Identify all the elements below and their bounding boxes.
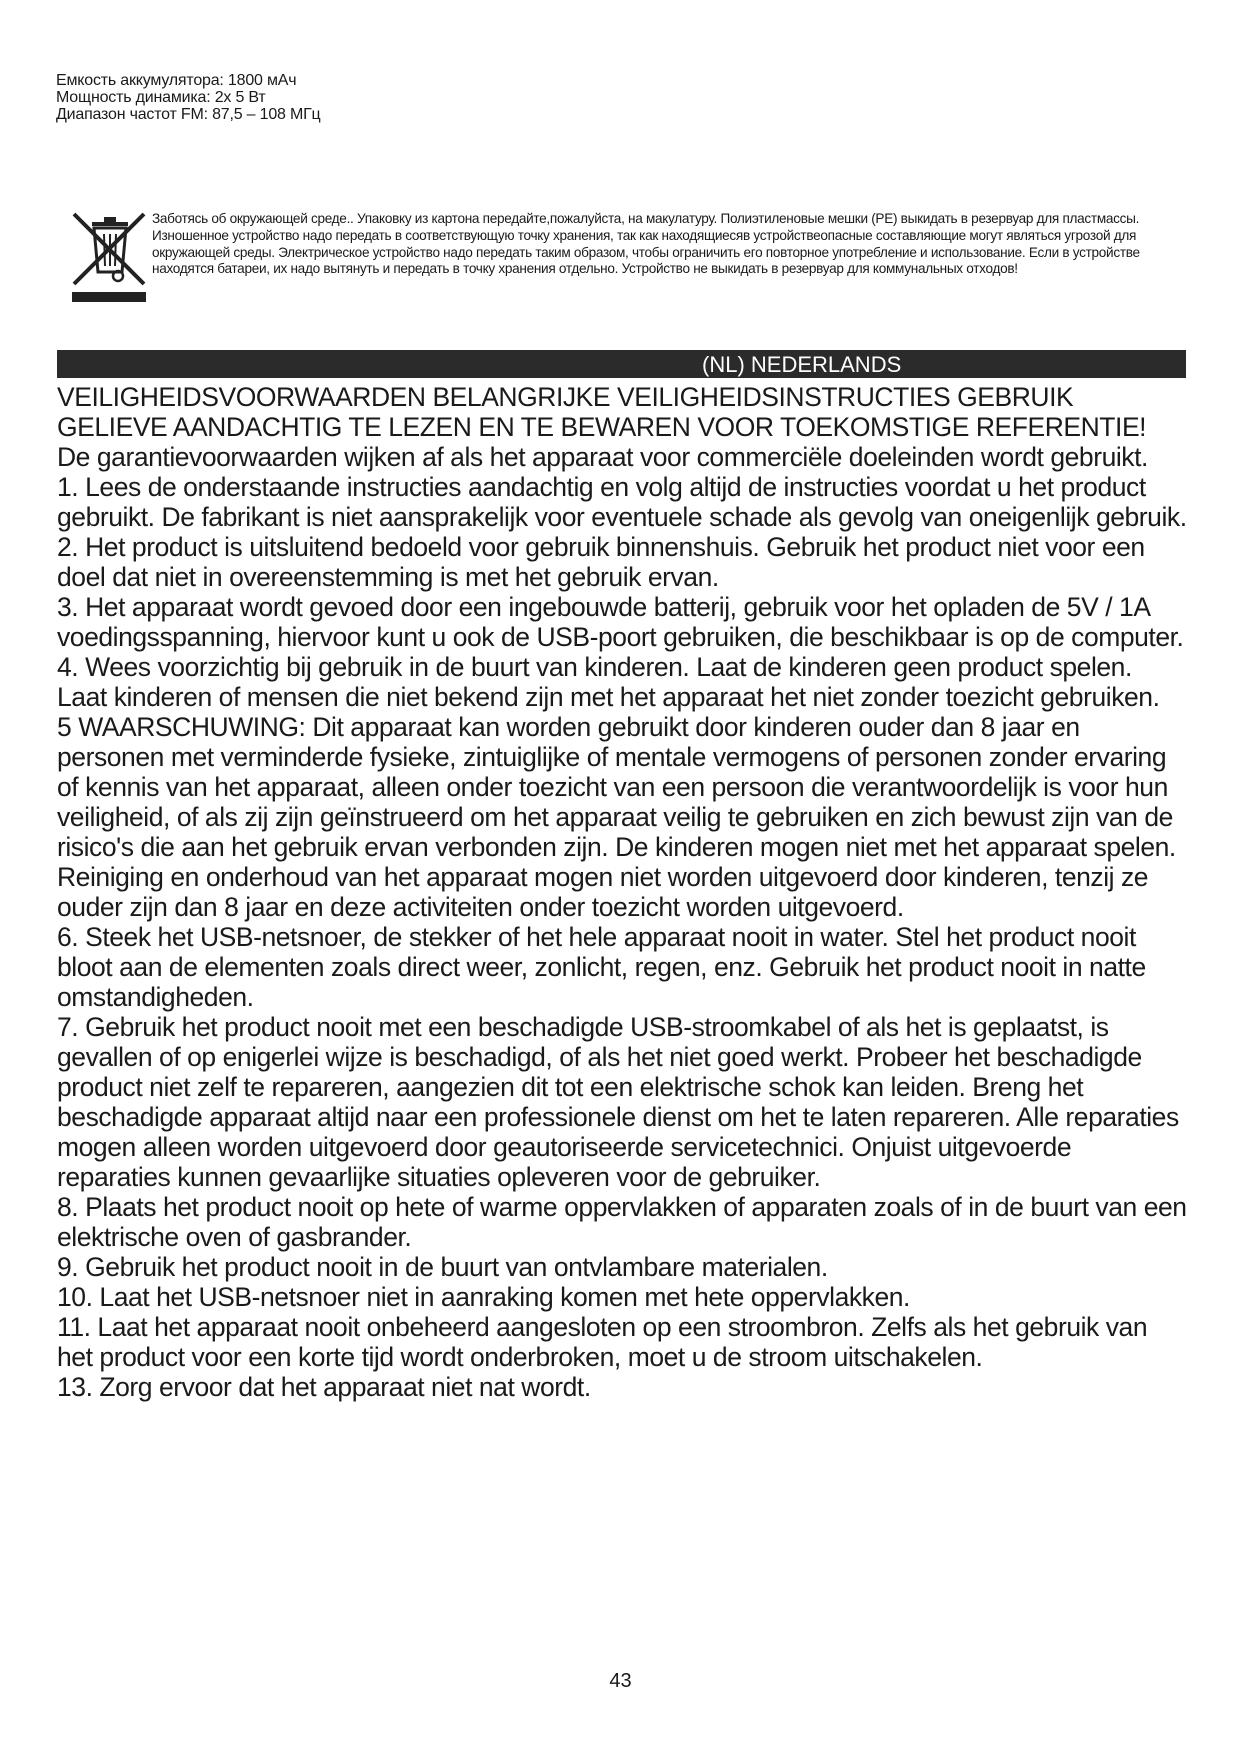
instruction-item: 13. Zorg ervoor dat het apparaat niet nat wordt. (57, 1372, 591, 1402)
spec-speaker-power: Мощность динамика: 2х 5 Вт (56, 89, 266, 106)
warranty-intro: De garantievoorwaarden wijken af als het apparaat voor commerciële doeleinden wordt gebruikt. (57, 442, 1148, 472)
instruction-item: 6. Steek het USB-netsnoer, de stekker of het hele apparaat nooit in water. Stel het product nooit bloot aan de elementen zoals direct weer, zonlicht, regen, enz. Gebruik het product nooit in natte omstandigheden. (57, 922, 1146, 1012)
spec-fm-frequency-range: Диапазон частот FM: 87,5 – 108 МГц (56, 106, 321, 123)
instruction-item: 11. Laat het apparaat nooit onbeheerd aangesloten op een stroombron. Zelfs als het gebruik van het product voor een korte tijd wordt onderbroken, moet u de stroom uitschakelen. (57, 1312, 1148, 1372)
language-header: (NL) NEDERLANDS (702, 352, 902, 377)
page-number: 43 (609, 1670, 632, 1692)
crossed-out-wheelie-bin-icon (68, 208, 150, 304)
instruction-item: 8. Plaats het product nooit op hete of warme oppervlakken of apparaten zoals of in de buurt van een elektrische oven of gasbrander. (57, 1192, 1187, 1252)
instruction-item: 9. Gebruik het product nooit in de buurt van ontvlambare materialen. (57, 1252, 828, 1282)
specifications-block (56, 72, 656, 123)
environment-notice (68, 208, 1158, 308)
instruction-item: 7. Gebruik het product nooit met een beschadigde USB-stroomkabel of als het is geplaatst, is gevallen of op enigerlei wijze is beschadigd, of als het niet goed werkt. Probeer het beschadigde product niet zelf te repareren, aangezien dit tot een elektrische schok kan leiden. Breng het beschadigde apparaat altijd naar een professionele dienst om het te laten repareren. Alle reparaties mogen alleen worden uitgevoerd door geautoriseerde servicetechnici. Onjuist uitgevoerde reparaties kunnen gevaarlijke situaties opleveren voor de gebruiker. (57, 1012, 1179, 1192)
environment-notice-text: Заботясь об окружающей среде.. Упаковку из картона передайте,пожалуйста, на макулатуру. Полиэтиленовые мешки (PE) выкидать в резервуар для пластмассы. Изношенное устройство надо передать в соответствующую точку хранения, так как находящиесяв устройствеопасные составляющие могут являться угрозой для окружающей среды. Электрическое устройство надо передать таким образом, чтобы ограничить его повторное употребление и использование. Если в устройстве находятся батареи, их надо вытянуть и передать в точку хранения отдельно. Устройство не выкидать в резервуар для коммунальных отходов! (152, 211, 1140, 277)
instruction-item: 4. Wees voorzichtig bij gebruik in de buurt van kinderen. Laat de kinderen geen product spelen. Laat kinderen of mensen die niet bekend zijn met het apparaat het niet zonder toezicht gebruiken. (57, 652, 1160, 712)
instruction-item: 10. Laat het USB-netsnoer niet in aanraking komen met hete oppervlakken. (57, 1282, 910, 1312)
instruction-item: 5 WAARSCHUWING: Dit apparaat kan worden gebruikt door kinderen ouder dan 8 jaar en personen met verminderde fysieke, zintuiglijke of mentale vermogens of personen zonder ervaring of kennis van het apparaat, alleen onder toezicht van een persoon die verantwoordelijk is voor hun veiligheid, of als zij zijn geïnstrueerd om het apparaat veilig te gebruiken en zich bewust zijn van de risico's die aan het gebruik ervan verbonden zijn. De kinderen mogen niet met het apparaat spelen. Reiniging en onderhoud van het apparaat mogen niet worden uitgevoerd door kinderen, tenzij ze ouder zijn dan 8 jaar en deze activiteiten onder toezicht worden uitgevoerd. (57, 712, 1176, 922)
instruction-item: 2. Het product is uitsluitend bedoeld voor gebruik binnenshuis. Gebruik het product niet voor een doel dat niet in overeenstemming is met het gebruik ervan. (57, 532, 1145, 592)
spec-battery-capacity: Емкость аккумулятора: 1800 мАч (56, 72, 297, 89)
instruction-item: 1. Lees de onderstaande instructies aandachtig en volg altijd de instructies voordat u het product gebruikt. De fabrikant is niet aansprakelijk voor eventuele schade als gevolg van oneigenlijk gebruik. (57, 472, 1187, 532)
safety-instructions (57, 382, 1187, 1402)
language-header-bar (57, 350, 1186, 378)
safety-title: VEILIGHEIDSVOORWAARDEN BELANGRIJKE VEILIGHEIDSINSTRUCTIES GEBRUIK GELIEVE AANDACHTIG TE LEZEN EN TE BEWAREN VOOR TOEKOMSTIGE REFERENTIE! (57, 382, 1147, 442)
instruction-item: 3. Het apparaat wordt gevoed door een ingebouwde batterij, gebruik voor het opladen de 5V / 1A voedingsspanning, hiervoor kunt u ook de USB-poort gebruiken, die beschikbaar is op de computer. (57, 592, 1184, 652)
